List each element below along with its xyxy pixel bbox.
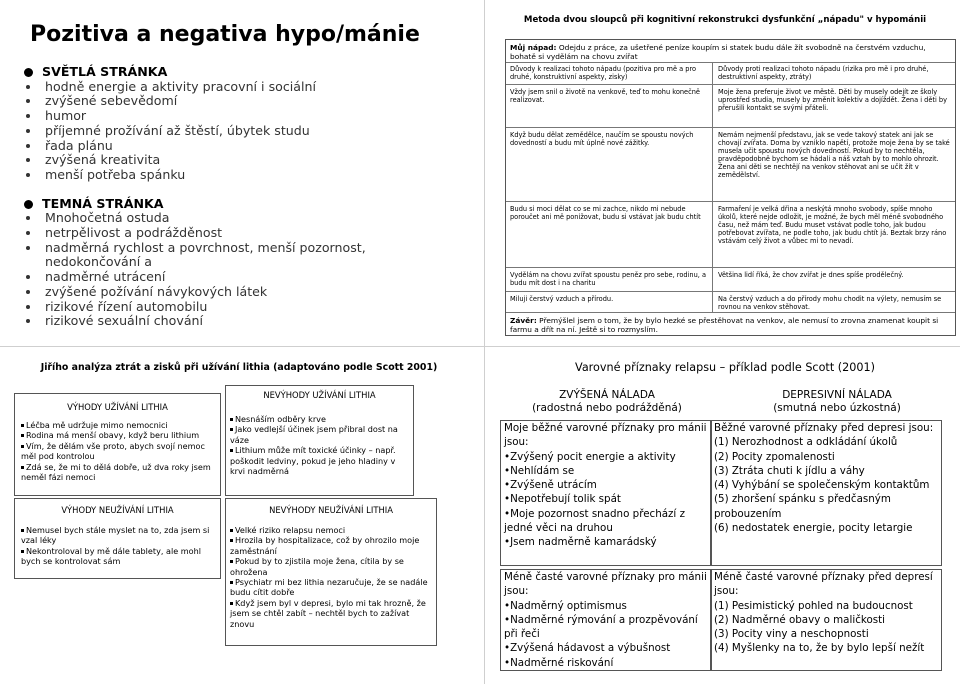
page-divider-vertical [484, 0, 485, 684]
list-item: (4) Myšlenky na to, že by bylo lepší nežít [714, 642, 925, 655]
list-item: zvýšené sebevědomí [22, 94, 467, 109]
list-item: zvýšená kreativita [22, 153, 467, 168]
list-item: nadměrné utrácení [22, 270, 467, 285]
list-item: •Zvýšená hádavost a výbušnost [504, 642, 671, 655]
right-reason-4: Většina lidí říká, že chov zvířat je dnes spíše prodělečný. [718, 271, 904, 279]
list-item: Lithium může mít toxické účinky – např. poškodit ledviny, pokud je jeho hladiny v krvi nadměrná [230, 445, 396, 477]
list-item: humor [22, 109, 467, 124]
list-item: •Nadměrný optimismus [504, 599, 627, 612]
list-item: Nemusel bych stále myslet na to, zda jsem si vzal léky [21, 525, 210, 546]
idea-statement: Můj nápad: Odejdu z práce, za ušetřené peníze koupím si statek budu dále žít svobodně na čerstvém vzduchu, bohatě si vydělám na chovu zvířat [510, 43, 926, 62]
list-item: (4) Vyhýbání se společenským kontaktům [714, 479, 930, 492]
slide2-title: Metoda dvou sloupců při kognitivní rekonstrukci dysfunkční „nápadu" v hypománii [523, 15, 927, 25]
dark-side-heading: TEMNÁ STRÁNKA [22, 197, 467, 212]
list-item: rizikové řízení automobilu [22, 300, 467, 315]
bullet-icon [26, 144, 30, 148]
bullet-icon [24, 200, 33, 209]
list-item: •Moje pozornost snadno přechází z jedné věci na druhou [504, 507, 685, 535]
conclusion: Závěr: Přemýšlel jsem o tom, že by bylo hezké se přestěhovat na venkov, ale nemusí to zrovna znamenat koupit si farmu a dřít na ní. Ještě si to rozmyslím. [510, 316, 939, 335]
box-heading: NEVÝHODY NEUŽÍVÁNÍ LITHIA [269, 505, 393, 515]
depression-rare-signs-box [710, 569, 942, 671]
disadvantages-using-box [225, 385, 414, 496]
bullet-icon [24, 68, 33, 77]
list-item: •Nadměrné riskování [504, 656, 614, 669]
list-item: •Nadměrné rýmování a prozpěvování při řeči [504, 613, 698, 641]
list-item: (3) Pocity viny a neschopnosti [714, 628, 869, 641]
list-item: (6) nedostatek energie, pocity letargie [714, 522, 913, 535]
list-item: (5) zhoršení spánku s předčasným probouzením [714, 493, 891, 520]
page-divider-horizontal [0, 346, 960, 347]
list-item: (1) Pesimistický pohled na budoucnost [714, 599, 913, 612]
list-item: Rodina má menší obavy, když beru lithium [21, 430, 216, 440]
left-reason-1: Vždy jsem snil o životě na venkově, teď to mohu konečně realizovat. [510, 88, 700, 105]
list-item: Jako vedlejší účinek jsem přibral dost na váze [230, 424, 398, 445]
disadvantages-not-using-box [225, 498, 437, 646]
list-item: (2) Nadměrné obavy o maličkosti [714, 613, 886, 626]
bullet-icon [26, 216, 30, 220]
mania-rare-signs-box [500, 569, 712, 671]
bullet-icon [26, 305, 30, 309]
list-item: nadměrná rychlost a povrchnost, menší pozornost, [22, 241, 467, 256]
list-item: Hrozila by hospitalizace, což by ohrozilo moje zaměstnání [230, 535, 420, 556]
list-item: Vím, že dělám vše proto, abych svojí nemoc měl pod kontrolou [21, 440, 205, 462]
left-reason-3: Budu si moci dělat co se mi zachce, nikdo mi nebude poroučet ani mě ponižovat, budu si vstávat jak budu chtít [510, 205, 701, 222]
list-item: (1) Nerozhodnost a odkládání úkolů [714, 436, 898, 449]
bullet-icon [26, 246, 30, 250]
list-item: Léčba mě udržuje mimo nemocnici [21, 420, 216, 430]
list-item: (3) Ztráta chuti k jídlu a váhy [714, 464, 865, 477]
list-item: Psychiatr mi bez lithia nezaručuje, že se nadále budu cítit dobře [230, 577, 428, 598]
list-item: menší potřeba spánku [22, 168, 467, 183]
list-item: netrpělivost a podrážděnost [22, 226, 467, 241]
left-reason-5: Miluji čerstvý vzduch a přírodu. [510, 295, 614, 303]
box-heading: VÝHODY NEUŽÍVÁNÍ LITHIA [61, 505, 174, 515]
bullet-icon [26, 319, 30, 323]
list-item: hodně energie a aktivity pracovní i sociální [22, 80, 467, 95]
slide4-title: Varovné příznaky relapsu – příklad podle Scott (2001) [575, 361, 875, 374]
list-item: Velké riziko relapsu nemoci [230, 525, 432, 535]
right-reason-3: Farmaření je velká dřina a neskýtá mnoho svobody, spíše mnoho úkolů, které nejde odložit, je možné, že bych měl méně svobodného času, než mám teď. Budu muset vstávat podle toho, jak budou potřebovat zvířata, ne podle toho, jak budu chtít já. Beztak brzy ráno vstávám celý život a vůbec mi to nevadí. [718, 205, 947, 246]
list-item: •Nepotřebují tolik spát [504, 493, 621, 506]
right-column-heading: Důvody proti realizaci tohoto nápadu (rizika pro mě i pro druhé, destruktivní aspekty, ztráty) [718, 65, 929, 82]
list-item: •Zvýšený pocit energie a aktivity [504, 450, 676, 463]
box-lead: Běžné varovné příznaky před depresi jsou: [714, 422, 934, 434]
mania-heading: ZVÝŠENÁ NÁLADA (radostná nebo podrážděná) [532, 389, 682, 414]
list-item: Pokud by to zjistila moje žena, cítila by se ohrožena [230, 556, 404, 577]
bullet-icon [26, 99, 30, 103]
list-item: příjemné prožívání až štěstí, úbytek studu [22, 124, 467, 139]
list-item: Zdá se, že mi to dělá dobře, už dva roky jsem neměl fázi nemoci [21, 461, 211, 483]
list-item: Mnohočetná ostuda [22, 211, 467, 226]
box-heading: NEVÝHODY UŽÍVÁNÍ LITHIA [263, 390, 376, 400]
list-item: Když jsem byl v depresi, bylo mi tak hrozně, že jsem se chtěl zabít – nechtěl bych to zažívat znovu [230, 597, 426, 629]
left-reason-2: Když budu dělat zemědělce, naučím se spoustu nových dovedností a budu mít úplně nové zážitky. [510, 131, 694, 148]
list-item: Nekontroloval by mě dále tablety, ale mohl bych se kontrolovat sám [21, 545, 201, 567]
slide1-lists [22, 65, 467, 329]
advantages-using-box [14, 393, 221, 496]
right-reason-1: Moje žena preferuje život ve městě. Děti by musely odejít ze školy uprostřed studia, musely by změnit kolektiv a dojíždět. Žena i děti by přerušili kontakt se svými přáteli. [718, 88, 947, 113]
list-item: •Nehlídám se [504, 464, 575, 477]
bullet-icon [26, 85, 30, 89]
list-item: (2) Pocity zpomalenosti [714, 450, 835, 463]
list-item: •Zvýšeně utrácím [504, 479, 597, 492]
list-item: řada plánu [22, 139, 467, 154]
list-item: Nesnáším odběry krve [230, 414, 409, 424]
list-item-continuation: nedokončování a [45, 254, 152, 270]
right-reason-2: Nemám nejmenší představu, jak se vede takový statek ani jak se chovají zvířata. Doma by vzniklo napětí, protože moje žena by se také musela učit spoustu nových dovedností. Pokud by to nechtěla, pravděpodobně bychom se hádali a náš vztah by to mohlo ohrozit. Žena ani děti se nechtějí na venkov stěhovat ani se učit žít v zemědělství. [718, 131, 950, 180]
bullet-icon [26, 129, 30, 133]
right-reason-5: Na čerstvý vzduch a do přírody mohu chodit na výlety, nemusím se rovnou na venkov stěhovat. [718, 295, 942, 312]
bullet-icon [26, 173, 30, 177]
slide3-title: Jiřího analýza ztrát a zisků při užívání lithia (adaptováno podle Scott 2001) [40, 362, 438, 373]
mania-common-signs-box [500, 420, 712, 566]
list-item: zvýšené požívání návykových látek [22, 285, 467, 300]
left-reason-4: Vydělám na chovu zvířat spoustu peněz pro sebe, rodinu, a budu mít dost i na charitu [510, 271, 707, 288]
slide1-title: Pozitiva a negativa hypo/mánie [30, 22, 420, 47]
depression-common-signs-box [710, 420, 942, 566]
left-column-heading: Důvody k realizaci tohoto nápadu (pozitiva pro mě a pro druhé, konstruktivní aspekty, zisky) [510, 65, 697, 82]
bullet-icon [26, 275, 30, 279]
bullet-icon [26, 158, 30, 162]
list-item: rizikové sexuální chování [22, 314, 467, 329]
bullet-icon [26, 114, 30, 118]
box-lead: Méně časté varovné příznaky pro mánii jsou: [504, 571, 707, 598]
light-side-heading: SVĚTLÁ STRÁNKA [22, 65, 467, 80]
advantages-not-using-box [14, 498, 221, 579]
box-lead: Moje běžné varovné příznaky pro mánii jsou: [504, 422, 707, 449]
box-heading: VÝHODY UŽÍVÁNÍ LITHIA [67, 402, 168, 412]
box-lead: Méně časté varovné příznaky před depresí jsou: [714, 571, 933, 598]
bullet-icon [26, 231, 30, 235]
bullet-icon [26, 290, 30, 294]
depression-heading: DEPRESIVNÍ NÁLADA (smutná nebo úzkostná) [773, 389, 901, 414]
list-item: •Jsem nadměrně kamarádský [504, 536, 657, 549]
two-column-table [505, 39, 956, 336]
